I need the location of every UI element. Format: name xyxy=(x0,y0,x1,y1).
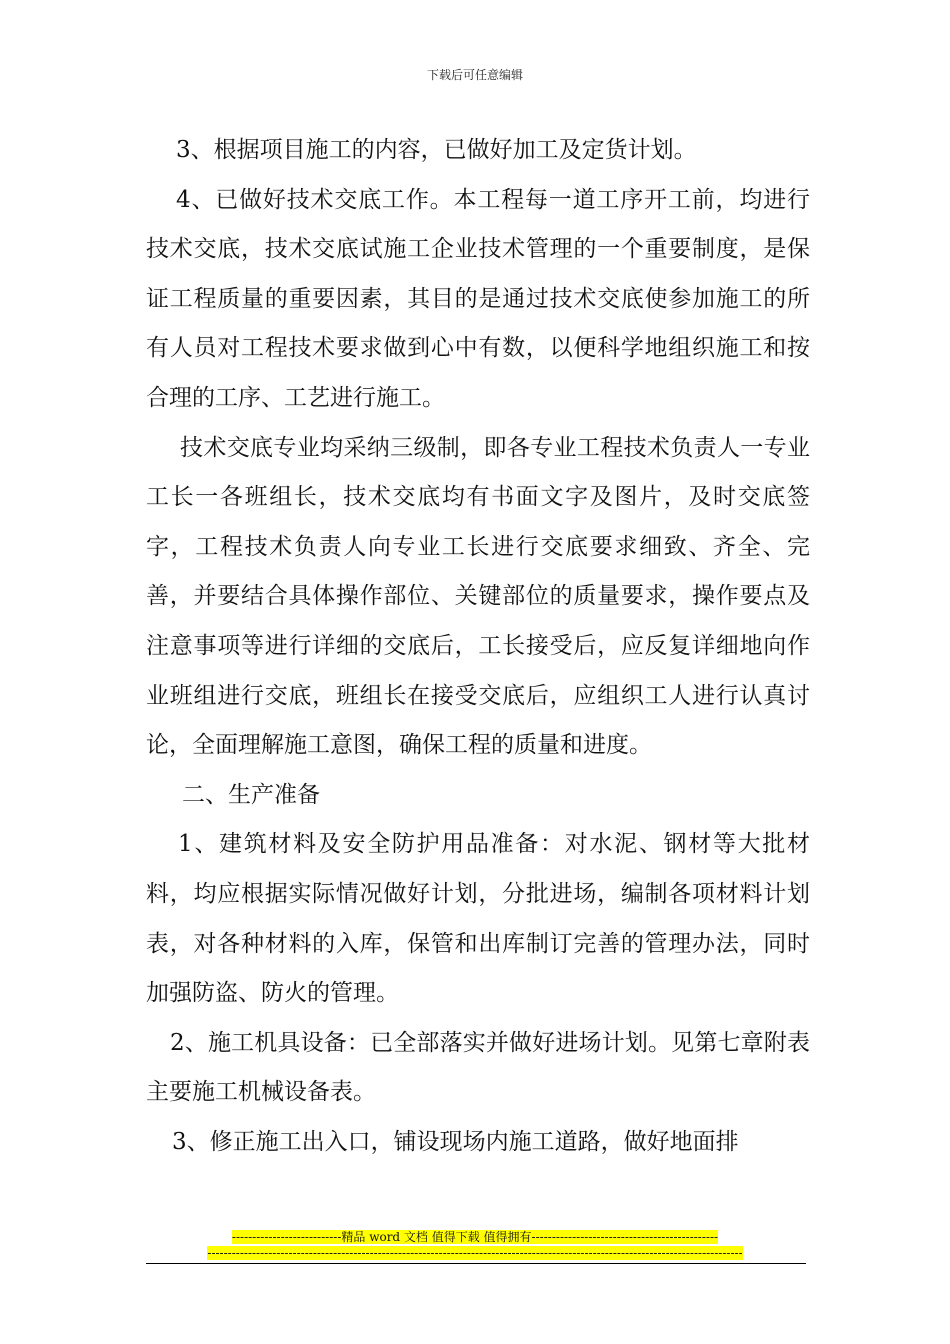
paragraph-processing-plan: 3、根据项目施工的内容，已做好加工及定货计划。 xyxy=(176,137,697,163)
footer-dash-line: ------------------------------------------------------------------------------------------------------------------------------------ xyxy=(207,1246,743,1260)
paragraph-site-entrance: 3、修正施工出入口，铺设现场内施工道路，做好地面排 xyxy=(172,1128,739,1155)
paragraph-machinery: 2、施工机具设备：已全部落实并做好进场计划。见第七章附表主要施工机械设备表。 xyxy=(146,1029,810,1106)
paragraph-technical-briefing: 4、已做好技术交底工作。本工程每一道工序开工前，均进行技术交底，技术交底试施工企业技术管理的一个重要制度，是保证工程质量的重要因素，其目的是通过技术交底使参加施工的所有人员对工程技术要求做到心中有数，以便科学地组织施工和按合理的工序、工艺进行施工。 xyxy=(146,186,810,411)
section-heading-production-prep: 二、生产准备 xyxy=(182,781,320,808)
document-body xyxy=(146,126,810,1167)
footer-banner xyxy=(0,1230,950,1245)
footer-banner-dashes xyxy=(0,1246,950,1261)
paragraph-three-level-system: 技术交底专业均采纳三级制，即各专业工程技术负责人一专业工长一各班组长，技术交底均有书面文字及图片，及时交底签字，工程技术负责人向专业工长进行交底要求细致、齐全、完善，并要结合具体操作部位、关键部位的质量要求，操作要点及注意事项等进行详细的交底后，工长接受后，应反复详细地向作业班组进行交底，班组长在接受交底后，应组织工人进行认真讨论，全面理解施工意图，确保工程的质量和进度。 xyxy=(146,434,810,759)
paragraph-materials-prep: 1、建筑材料及安全防护用品准备：对水泥、钢材等大批材料，均应根据实际情况做好计划，分批进场，编制各项材料计划表，对各种材料的入库，保管和出库制订完善的管理办法，同时加强防盗、防火的管理。 xyxy=(146,831,810,1007)
page-header: 下载后可任意编辑 xyxy=(426,68,523,82)
footer-banner-text: ---------------------------精品 word 文档 值得下载 值得拥有---------------------------------------------- xyxy=(231,1230,719,1244)
footer-rule xyxy=(146,1263,806,1264)
